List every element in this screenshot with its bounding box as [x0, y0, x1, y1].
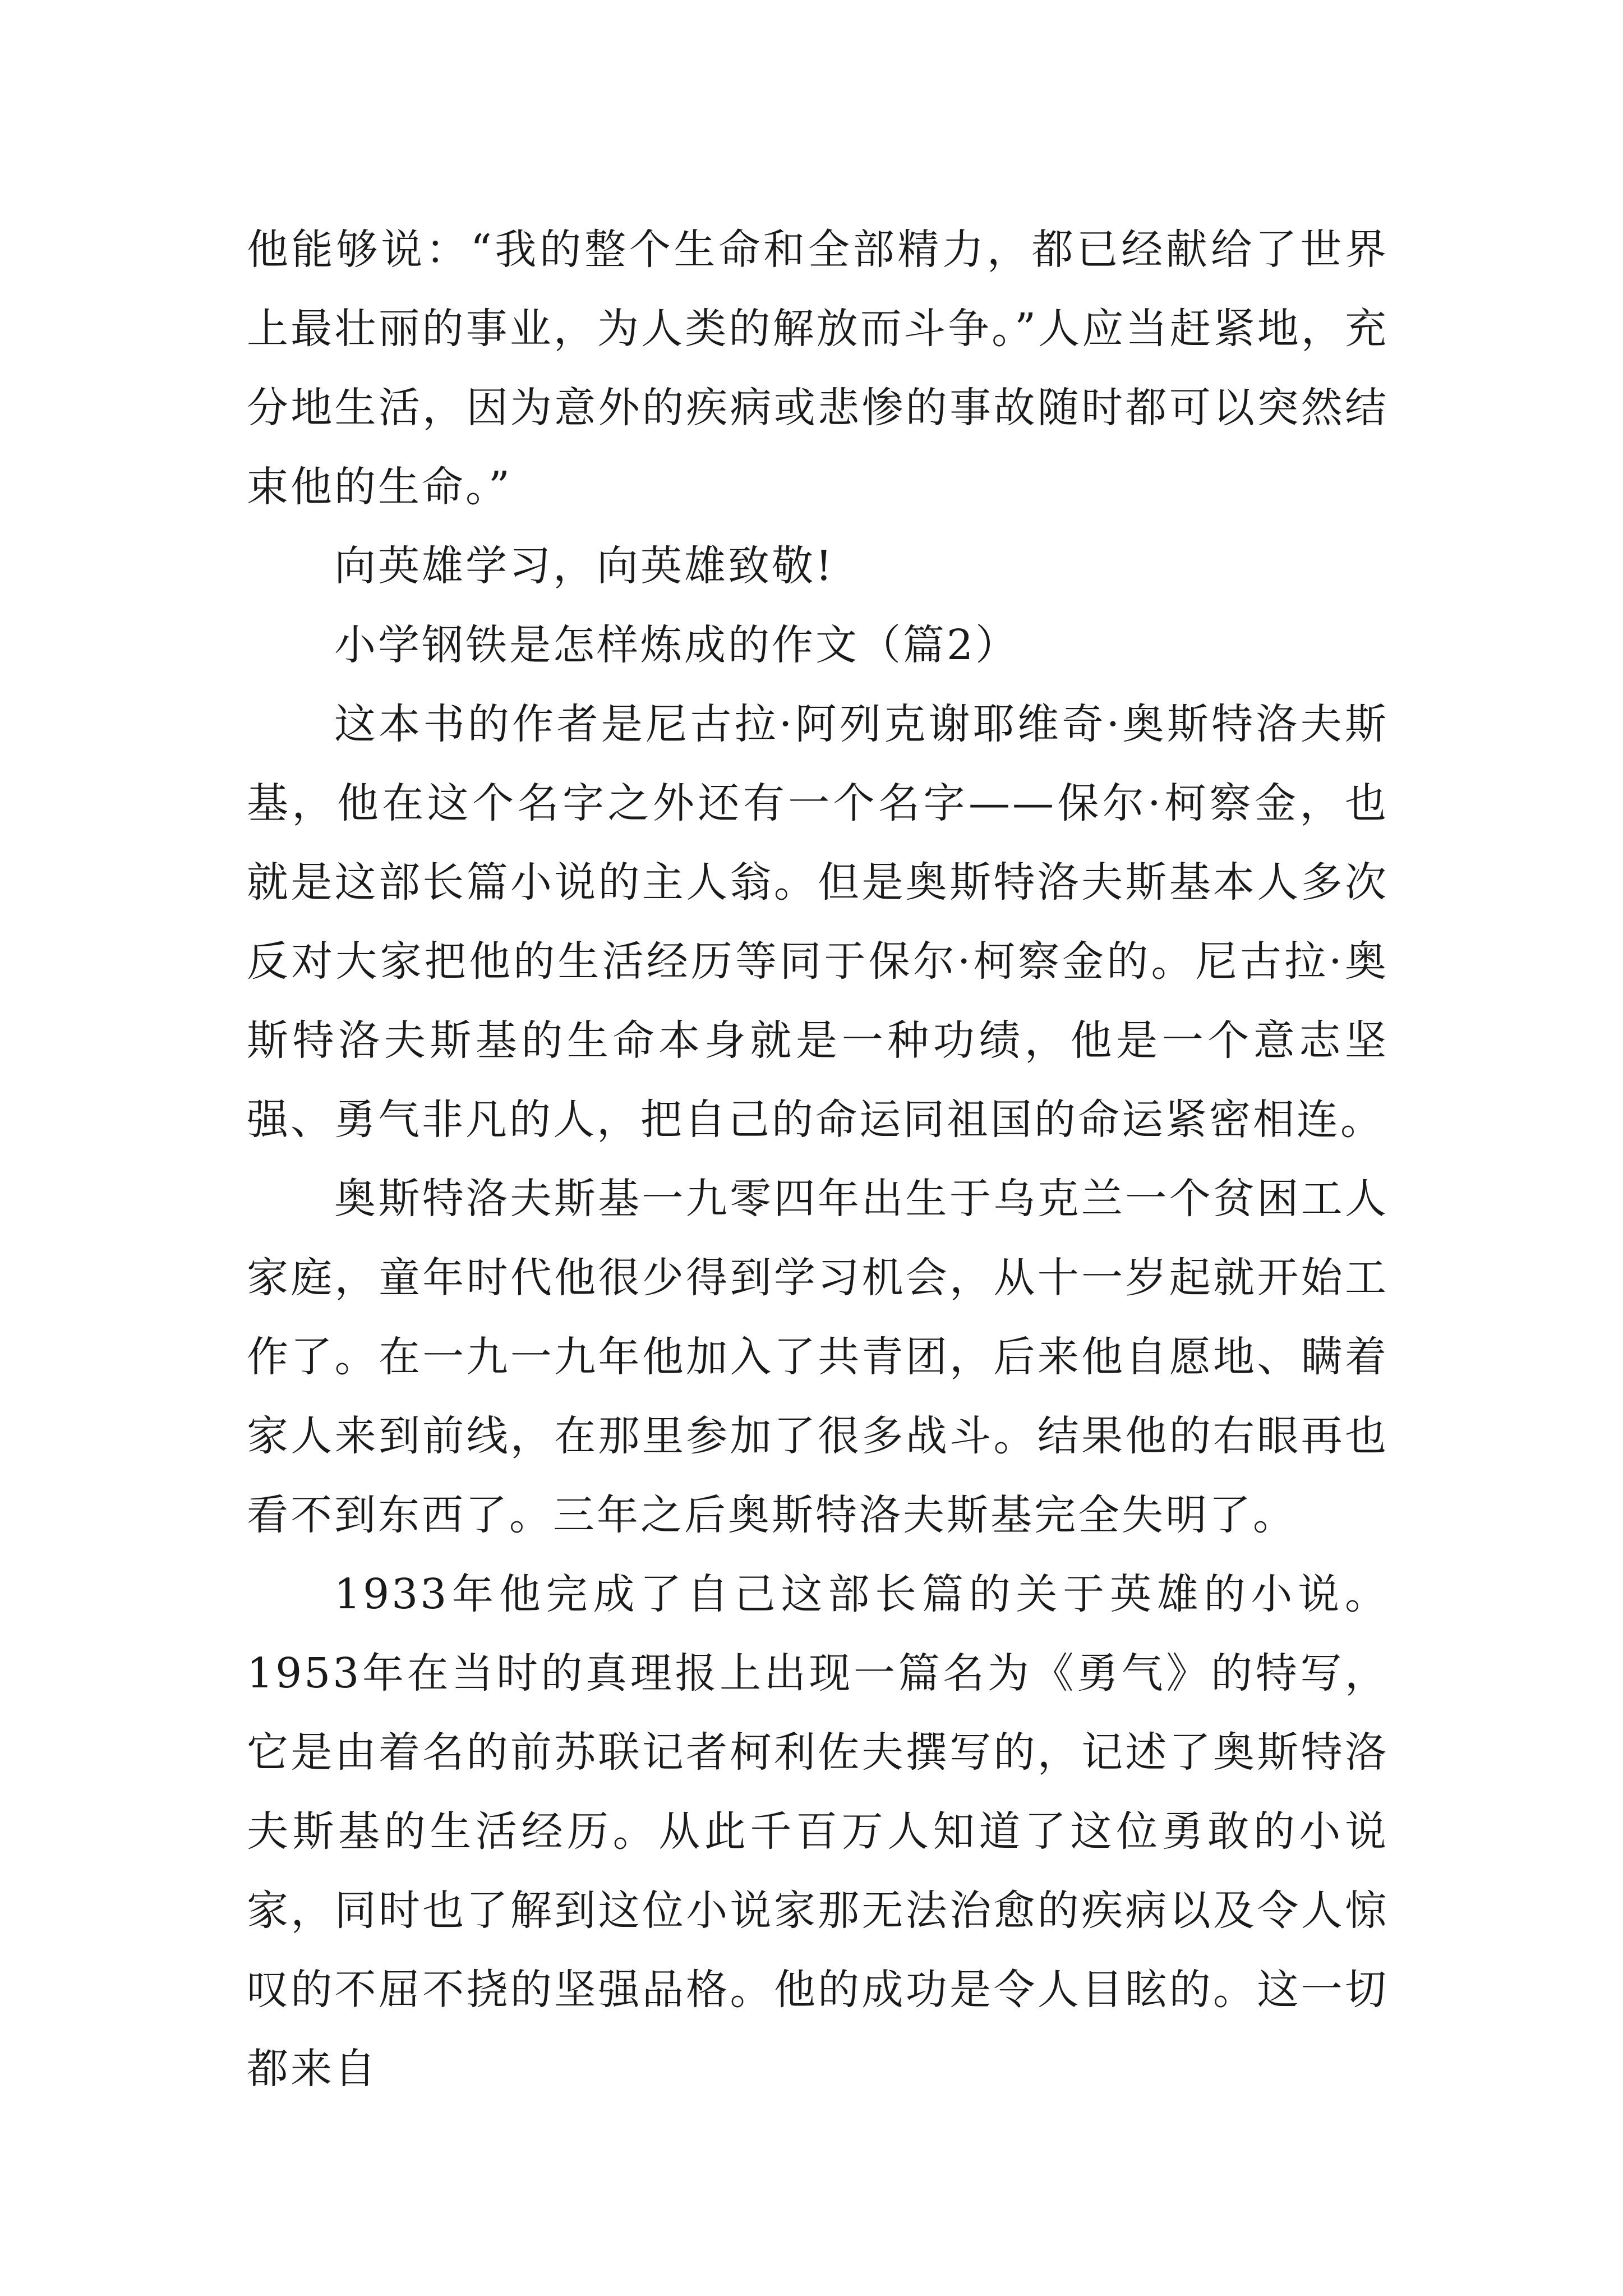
paragraph-novel: 1933年他完成了自己这部长篇的关于英雄的小说。1953年在当时的真理报上出现一篇名为《勇气》的特写，它是由着名的前苏联记者柯利佐夫撰写的，记述了奥斯特洛夫斯基的生活经历。从此千百万人知道了这位勇敢的小说家，同时也了解到这位小说家那无法治愈的疾病以及令人惊叹的不屈不挠的坚强品格。他的成功是令人目眩的。这一切都来自 — [247, 1570, 1389, 2093]
paragraph-author: 这本书的作者是尼古拉·阿列克谢耶维奇·奥斯特洛夫斯基，他在这个名字之外还有一个名字——保尔·柯察金，也就是这部长篇小说的主人翁。但是奥斯特洛夫斯基本人多次反对大家把他的生活经历等同于保尔·柯察金的。尼古拉·奥斯特洛夫斯基的生命本身就是一种功绩，他是一个意志坚强、勇气非凡的人，把自己的命运同祖国的命运紧密相连。 — [247, 700, 1389, 1144]
paragraph-salute: 向英雄学习，向英雄致敬! — [334, 542, 834, 590]
paragraph-biography: 奥斯特洛夫斯基一九零四年出生于乌克兰一个贫困工人家庭，童年时代他很少得到学习机会，从十一岁起就开始工作了。在一九一九年他加入了共青团，后来他自愿地、瞒着家人来到前线，在那里参加了很多战斗。结果他的右眼再也看不到东西了。三年之后奥斯特洛夫斯基完全失明了。 — [247, 1175, 1389, 1539]
section-title: 小学钢铁是怎样炼成的作文（篇2） — [334, 621, 1020, 669]
paragraph-continuation: 他能够说：“我的整个生命和全部精力，都已经献给了世界上最壮丽的事业，为人类的解放而斗争。”人应当赶紧地，充分地生活，因为意外的疾病或悲惨的事故随时都可以突然结束他的生命。” — [247, 226, 1389, 511]
document-body — [247, 210, 1389, 2109]
